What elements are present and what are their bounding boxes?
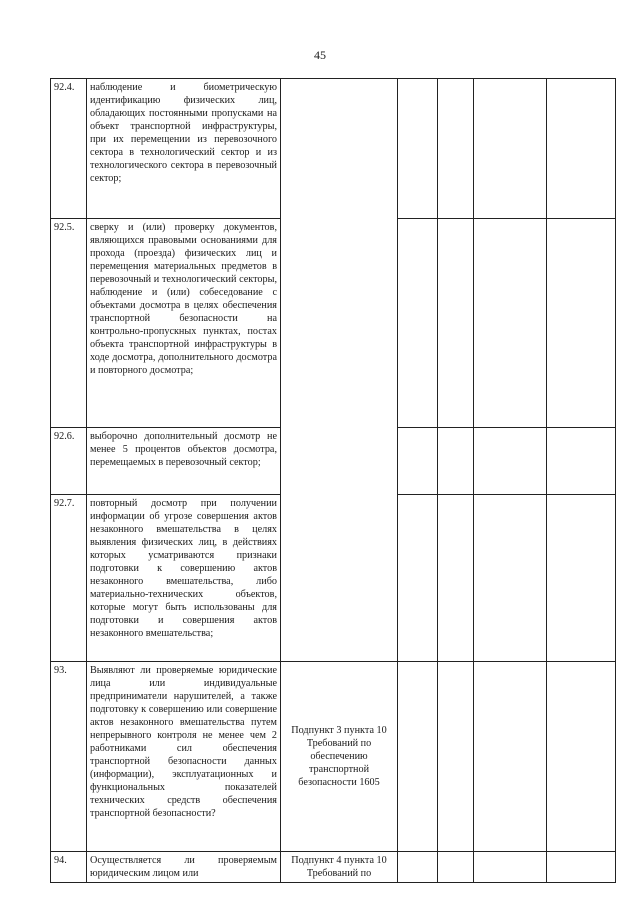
note-cell xyxy=(547,662,616,852)
row-number: 94. xyxy=(51,852,87,883)
table-row xyxy=(51,852,616,883)
note-cell xyxy=(547,495,616,662)
checklist-table xyxy=(50,78,616,883)
requirement-text: сверку и (или) проверку документов, являющихся правовыми основаниями для прохода (проезда) физических лиц и перемещения материальных предметов в перевозочный и технологический секторы, наблюдение и (или) собеседование с объектами досмотра в целях обеспечения транспортной безопасности на контрольно-пропускных пунктах, постах объекта транспортной инфраструктуры в ходе досмотра, дополнительного досмотра и повторного досмотра; xyxy=(87,219,281,428)
not-applicable-cell xyxy=(474,79,547,219)
not-applicable-cell xyxy=(474,219,547,428)
not-applicable-cell xyxy=(474,852,547,883)
answer-yes-cell xyxy=(398,662,438,852)
answer-no-cell xyxy=(438,662,474,852)
answer-no-cell xyxy=(438,219,474,428)
answer-no-cell xyxy=(438,495,474,662)
requirement-text: Выявляют ли проверяемые юридические лица или индивидуальные предприниматели нарушителей, а также подготовку к совершению или совершение актов незаконного вмешательства путем непрерывного контроля не менее чем 2 работниками сил обеспечения транспортной безопасности данных (информации), эксплуатационных и функциональных показателей технических средств обеспечения транспортной безопасности? xyxy=(87,662,281,852)
not-applicable-cell xyxy=(474,428,547,495)
table-row xyxy=(51,662,616,852)
not-applicable-cell xyxy=(474,495,547,662)
page-number: 45 xyxy=(314,48,326,62)
answer-yes-cell xyxy=(398,79,438,219)
row-number: 92.6. xyxy=(51,428,87,495)
answer-no-cell xyxy=(438,852,474,883)
answer-yes-cell xyxy=(398,495,438,662)
legal-reference: Подпункт 4 пункта 10 Требований по xyxy=(281,852,398,883)
answer-yes-cell xyxy=(398,852,438,883)
answer-yes-cell xyxy=(398,219,438,428)
table-row xyxy=(51,79,616,219)
not-applicable-cell xyxy=(474,662,547,852)
note-cell xyxy=(547,219,616,428)
requirement-text: выборочно дополнительный досмотр не менее 5 процентов объектов досмотра, перемещаемых в перевозочный сектор; xyxy=(87,428,281,495)
note-cell xyxy=(547,428,616,495)
row-number: 92.5. xyxy=(51,219,87,428)
answer-no-cell xyxy=(438,428,474,495)
note-cell xyxy=(547,79,616,219)
row-number: 93. xyxy=(51,662,87,852)
note-cell xyxy=(547,852,616,883)
legal-reference: Подпункт 3 пункта 10 Требований по обеспечению транспортной безопасности 1605 xyxy=(281,662,398,852)
answer-no-cell xyxy=(438,79,474,219)
row-number: 92.4. xyxy=(51,79,87,219)
requirement-text: Осуществляется ли проверяемым юридическим лицом или xyxy=(87,852,281,883)
legal-reference xyxy=(281,79,398,662)
row-number: 92.7. xyxy=(51,495,87,662)
answer-yes-cell xyxy=(398,428,438,495)
requirement-text: повторный досмотр при получении информации об угрозе совершения актов незаконного вмешательства в целях выявления физических лиц, в действиях которых усматриваются признаки подготовки к совершению актов незаконного вмешательства, либо материально-технических объектов, которые могут быть использованы для подготовки и совершения актов незаконного вмешательства; xyxy=(87,495,281,662)
requirement-text: наблюдение и биометрическую идентификацию физических лиц, обладающих постоянными пропусками на объект транспортной инфраструктуры, при их перемещении из перевозочного сектора в технологический сектор и из технологического сектора в перевозочный сектор; xyxy=(87,79,281,219)
